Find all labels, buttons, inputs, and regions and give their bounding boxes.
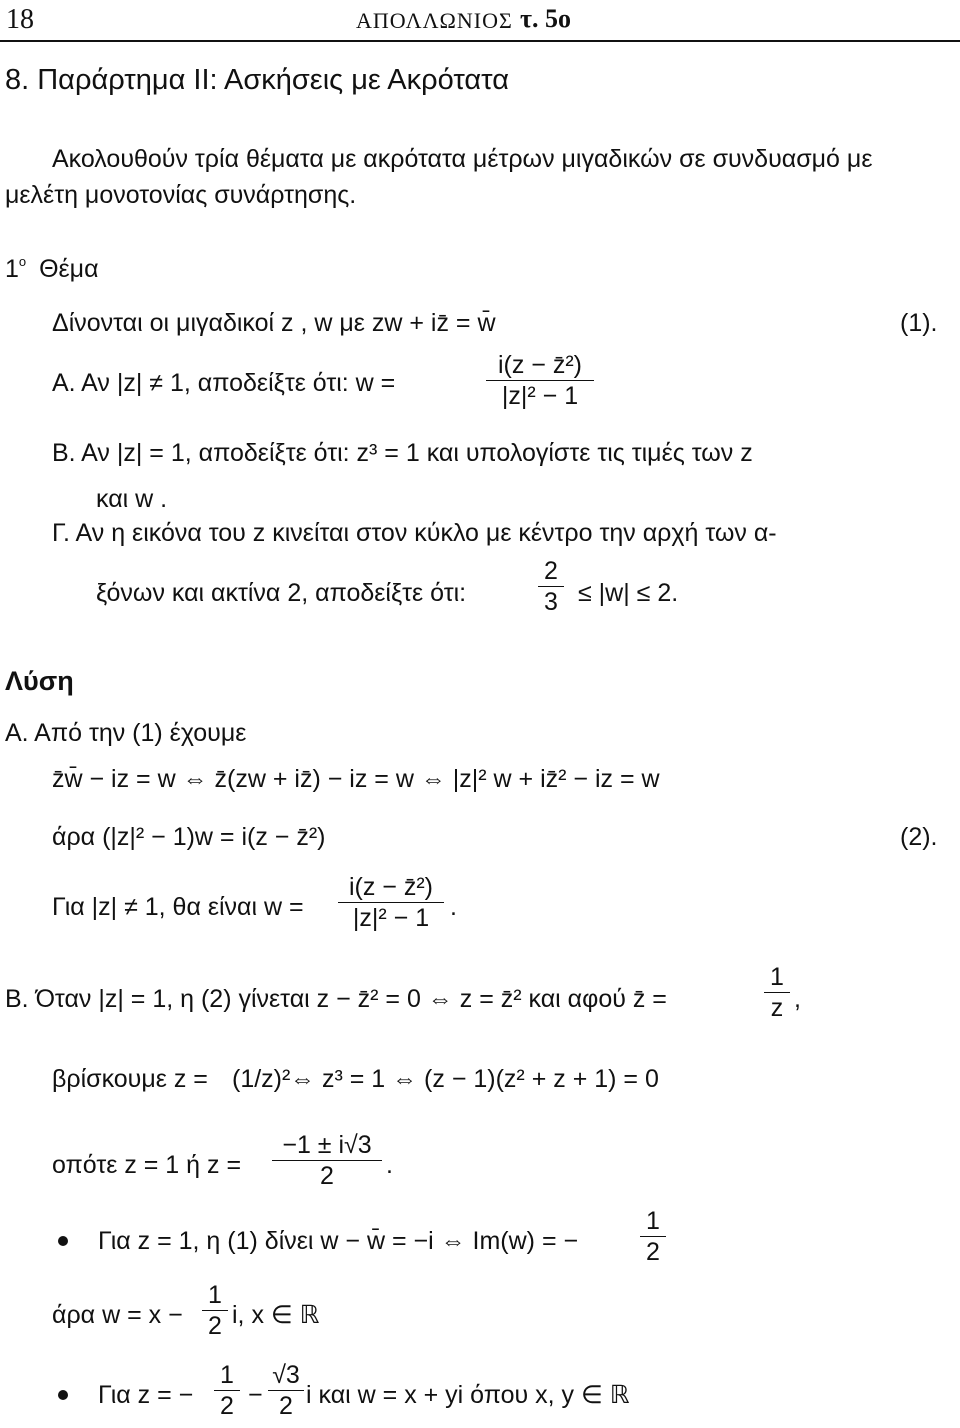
- ara-line: άρα w = x −: [52, 1301, 183, 1329]
- ara-denominator: 2: [208, 1312, 222, 1340]
- header-rule: [0, 40, 960, 42]
- bullet-2-fraction-1: [214, 1360, 240, 1421]
- solution-b-then-end: .: [386, 1151, 393, 1179]
- part-a-statement: Α. Αν |z| ≠ 1, αποδείξτε ότι: w =: [52, 369, 396, 397]
- part-b-line-1: Β. Αν |z| = 1, αποδείξτε ότι: z³ = 1 και υπολογίστε τις τιμές των z: [52, 439, 753, 467]
- solution-a-equation-2-ref: (2).: [900, 823, 938, 851]
- solution-b-denominator: z: [770, 994, 784, 1022]
- solution-b-roots: ⇔ z³ = 1 ⇔ (z − 1)(z² + z + 1) = 0: [290, 1065, 659, 1093]
- theme-sup: ο: [18, 254, 27, 269]
- bullet-icon: [58, 1236, 68, 1246]
- bullet-1-denominator: 2: [646, 1238, 660, 1266]
- part-c-denominator: 3: [544, 588, 558, 616]
- solution-b-then: οπότε z = 1 ή z =: [52, 1151, 242, 1179]
- part-a-fraction: [486, 350, 594, 411]
- part-c-inequality: ≤ |w| ≤ 2.: [578, 579, 679, 607]
- ara-numerator: 1: [208, 1281, 222, 1309]
- solution-b-find: βρίσκουμε z =: [52, 1065, 208, 1093]
- solution-b-then-numerator: −1 ± i√3: [282, 1131, 372, 1159]
- intro-line-2: μελέτη μονοτονίας συνάρτησης.: [5, 181, 357, 209]
- solution-b-line: Β. Όταν |z| = 1, η (2) γίνεται z − z̄² = 0 ⇔ z = z̄² και αφού z̄ =: [5, 985, 667, 1013]
- theme-label: Θέμα: [39, 255, 99, 283]
- bullet-2-suffix: i και w = x + yi όπου x, y ∈ ℝ: [306, 1381, 630, 1409]
- page-number: 18: [6, 4, 34, 35]
- bullet-2-numerator-1: 1: [220, 1361, 234, 1389]
- solution-b-then-denominator: 2: [320, 1162, 334, 1190]
- solution-a-equation-2: άρα (|z|² − 1)w = i(z − z̄²): [52, 823, 326, 851]
- given-statement: Δίνονται οι μιγαδικοί z , w με zw + iz̄ = w̄: [52, 309, 496, 337]
- bullet-1-fraction: [640, 1206, 666, 1267]
- bullet-2-numerator-2: √3: [272, 1361, 300, 1389]
- solution-b-end: ,: [794, 985, 801, 1013]
- theme-heading: [5, 254, 99, 288]
- solution-a-end: .: [450, 893, 457, 921]
- part-c-line-2: ξόνων και ακτίνα 2, αποδείξτε ότι:: [96, 579, 467, 607]
- solution-a-equation-3: Για |z| ≠ 1, θα είναι w =: [52, 893, 304, 921]
- solution-a-numerator: i(z − z̄²): [348, 873, 434, 901]
- ara-suffix: i, x ∈ ℝ: [232, 1301, 320, 1329]
- part-c-line-1: Γ. Αν η εικόνα του z κινείται στον κύκλο με κέντρο την αρχή των α-: [52, 519, 777, 547]
- solution-a-intro: Α. Από την (1) έχουμε: [5, 719, 247, 747]
- part-c-numerator: 2: [544, 557, 558, 585]
- solution-a-fraction: [338, 872, 444, 933]
- theme-number: 1: [5, 255, 19, 283]
- bullet-1-numerator: 1: [646, 1207, 660, 1235]
- bullet-1-text: Για z = 1, η (1) δίνει w − w̄ = −i ⇔ Im(w) = −: [98, 1227, 579, 1255]
- solution-a-denominator: |z|² − 1: [352, 904, 430, 932]
- solution-b-numerator: 1: [770, 963, 784, 991]
- bullet-2-text: Για z = −: [98, 1381, 194, 1409]
- ara-fraction: [202, 1280, 228, 1341]
- issue-number: τ. 5ο: [520, 4, 571, 33]
- solution-title: Λύση: [5, 666, 74, 696]
- solution-b-power: (1/z)²: [232, 1065, 291, 1093]
- part-a-numerator: i(z − z̄²): [497, 351, 583, 379]
- part-b-line-2: και w .: [96, 485, 168, 513]
- bullet-icon: [58, 1390, 68, 1400]
- section-title: 8. Παράρτημα ΙΙ: Ασκήσεις με Ακρότατα: [5, 64, 509, 96]
- solution-b-fraction: [764, 962, 790, 1023]
- given-ref: (1).: [900, 309, 938, 337]
- bullet-2-minus: −: [248, 1381, 263, 1409]
- journal-name: ΑΠΟΛΛΩΝΙΟΣ: [356, 8, 513, 33]
- part-c-fraction: [538, 556, 564, 617]
- solution-a-equation-1: z̄w̄ − iz = w ⇔ z̄(zw + iz̄) − iz = w ⇔ |z|² w + iz̄² − iz = w: [52, 765, 660, 793]
- bullet-2-denominator-2: 2: [279, 1392, 293, 1420]
- bullet-2-fraction-2: [268, 1360, 304, 1421]
- solution-b-then-fraction: [272, 1130, 382, 1191]
- intro-line-1: Ακολουθούν τρία θέματα με ακρότατα μέτρων μιγαδικών σε συνδυασμό με: [52, 145, 873, 173]
- bullet-2-denominator-1: 2: [220, 1392, 234, 1420]
- part-a-denominator: |z|² − 1: [501, 382, 579, 410]
